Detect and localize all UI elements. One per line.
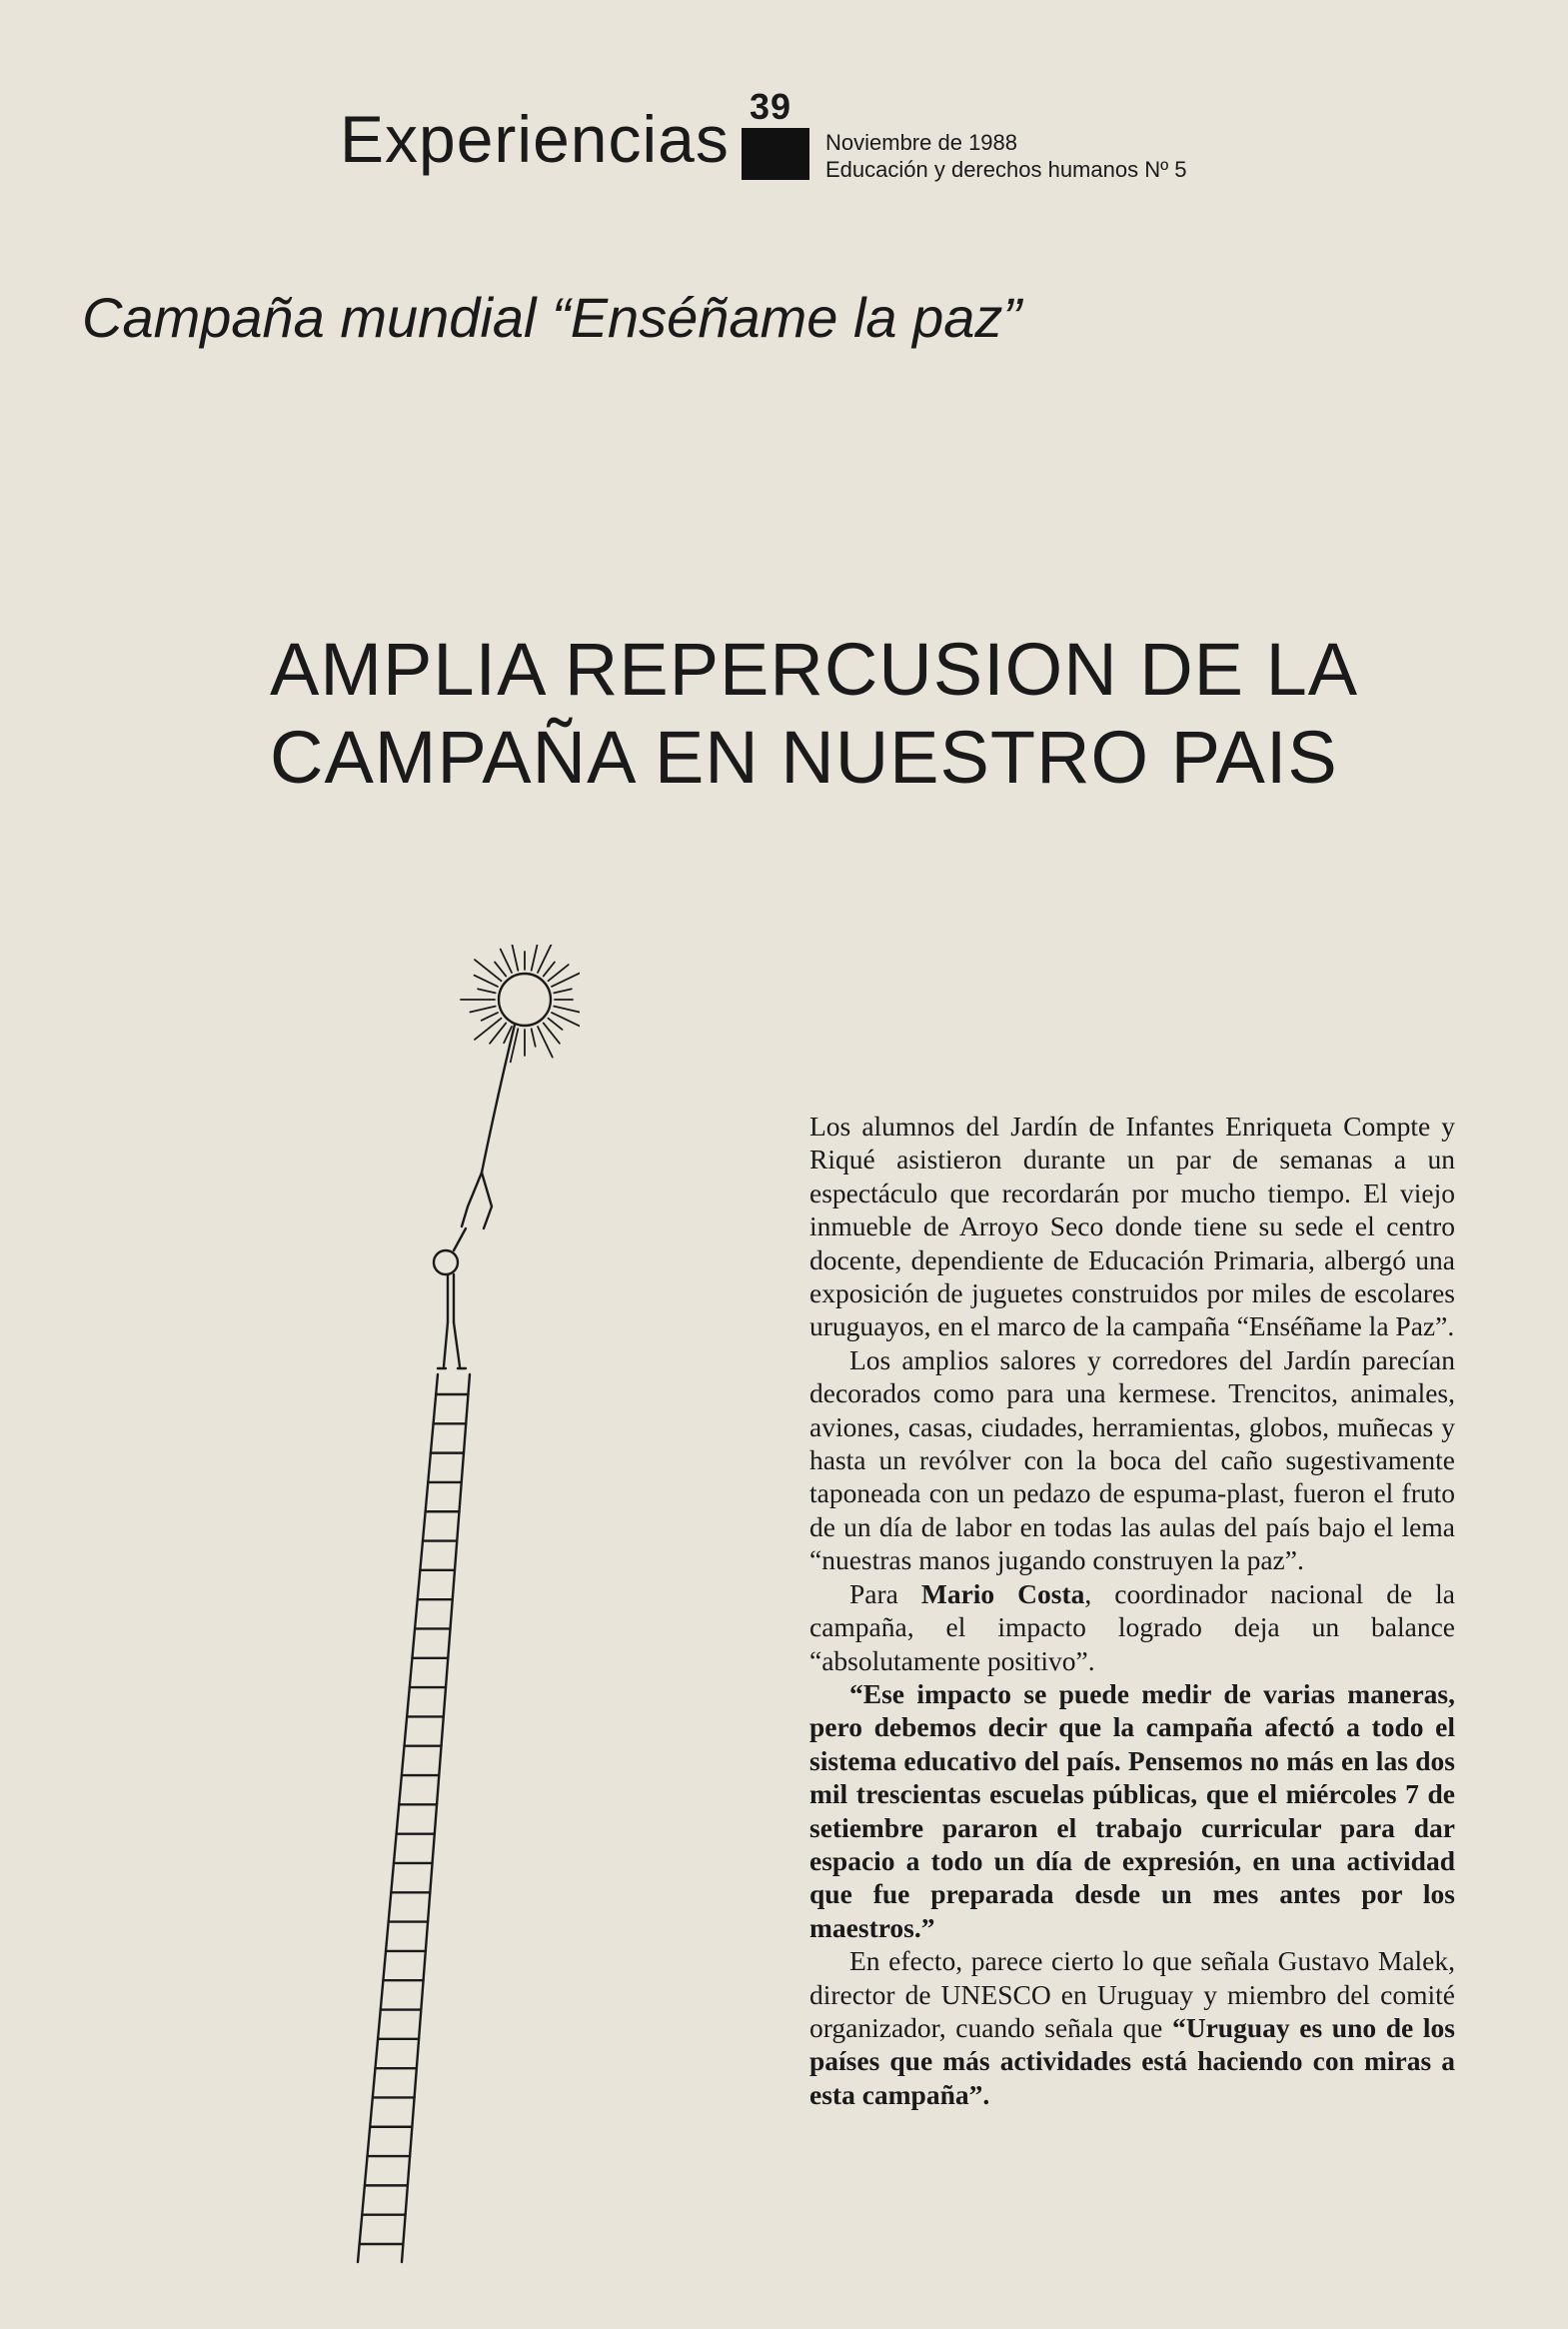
sun-ray [495,962,506,976]
coordinator-name: Mario Costa [920,1577,1085,1609]
sun-ray [554,989,572,993]
article-paragraph [809,1944,1455,2111]
issue-date: Noviembre de 1988 [825,130,1018,155]
sun-ray [470,1007,495,1013]
sun-ray [511,945,519,971]
article-body [809,1110,1455,2111]
sun-ray [478,989,496,993]
publication-name: Educación y derechos humanos Nº 5 [825,157,1187,182]
header-block-mark [742,128,809,180]
sun-ray [482,1013,498,1021]
headline [270,626,1358,802]
paragraph-text: , coordinador nacional de la campaña, el impacto logrado deja un balance “absolutamente positivo”. [809,1577,1455,1676]
sun-ray [475,1019,502,1040]
unesco-quote: “Uruguay es uno de los países que más actividades está haciendo con miras a esta campaña”. [809,2011,1455,2110]
sun-ray [532,945,538,970]
ladder-icon [358,1374,470,2262]
sun-ray [544,962,555,976]
sun-ray [554,1007,579,1013]
page-number: 39 [750,86,792,127]
sun-icon [461,945,580,1062]
article-paragraph: Los amplios salores y corredores del Jardín parecían decorados como para una kermese. Trencitos, animales, aviones, casas, ciudades, herramientas, globos, muñecas y hasta un revólver con la boca del caño sugestivamente taponeada con un pedazo de espuma-plast, fueron el fruto de un día de labor en todas las aulas del país bajo el lema “nuestras manos jugando construyen la paz”. [809,1343,1455,1576]
issue-info [825,129,1186,183]
figure-on-ladder-reaching-sun-icon [350,945,580,2274]
paragraph-lead: Para [849,1577,898,1609]
sun-ray [501,950,512,973]
sun-ray [548,1019,562,1030]
article-paragraph [809,1577,1455,1677]
article-paragraph: Los alumnos del Jardín de Infantes Enriqueta Compte y Riqué asistieron durante un par de semanas a un espectáculo que recordarán por mucho tiempo. El viejo inmueble de Arroyo Seco donde tiene su sede el centro docente, dependiente de Educación Primaria, albergó una exposición de juguetes construidos por miles de escolares uruguayos, en el marco de la campaña “Enséñame la Paz”. [809,1111,1455,1342]
campaign-title: Campaña mundial “Enséñame la paz” [82,286,1022,349]
paragraph-lead: En efecto, parece cierto lo que señala Gustavo Malek, director de UNESCO en Uruguay y miembro del comité organizador, cuando señala que [809,1945,1455,2043]
sun-ray [532,1029,536,1047]
headline-line-2: CAMPAÑA EN NUESTRO PAIS [270,716,1338,799]
section-title: Experiencias [340,102,730,176]
article-quote: “Ese impacto se puede medir de varias maneras, pero debemos decir que la campaña afectó a todo el sistema educativo del país. Pensemos no más en las dos mil trescientas escuelas públicas, que el miércoles 7 de setiembre pararon el trabajo curricular para dar espacio a todo un día de expresión, en una actividad que fue preparada desde un mes antes por los maestros.” [809,1677,1455,1943]
sun-ray [475,976,498,987]
headline-line-1: AMPLIA REPERCUSION DE LA [270,628,1359,711]
